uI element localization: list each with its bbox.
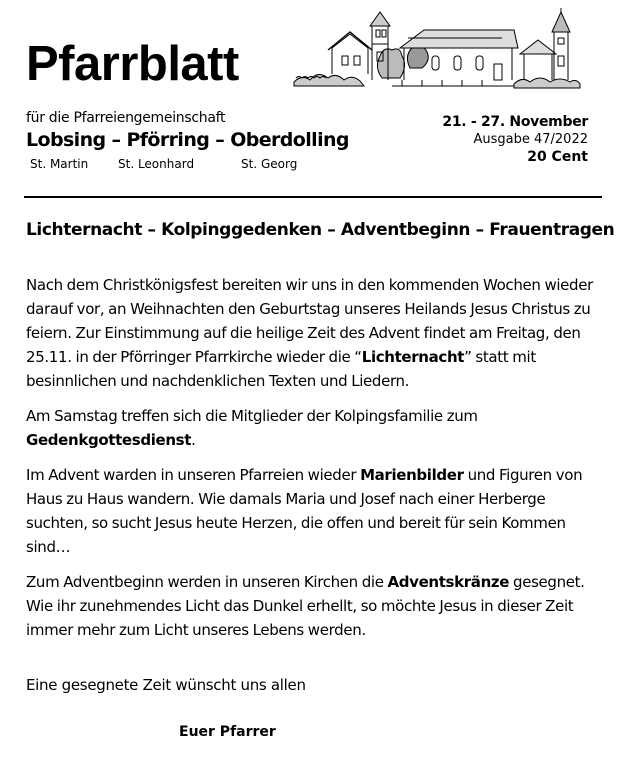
paragraph-text: Nach dem Christkönigsfest bereiten wir uns in den kommenden Wochen wieder darauf vor, an Weihnachten den Geburtstag unseres Heilands Jesus Christus zu feiern. Zur Einstimmung auf die heilige Zeit des Advent findet am Freitag, den 25.11. in der Pförringer Pfarrkirche wieder die “ [26, 276, 593, 366]
paragraph-adventskraenze [26, 570, 598, 642]
saint-leonhard: St. Leonhard [118, 157, 195, 171]
issue-number: Ausgabe 47/2022 [473, 132, 588, 147]
issue-price: 20 Cent [527, 149, 588, 165]
saint-martin: St. Martin [30, 157, 89, 171]
highlight-marienbilder: Marienbilder [360, 466, 464, 484]
paragraph-text: Zum Adventbeginn werden in unseren Kirchen die [26, 573, 388, 591]
article-body [26, 273, 598, 653]
paragraph-text: gesegnet. Wie ihr zunehmendes Licht das Dunkel erhellt, so möchte Jesus in dieser Zeit immer mehr zum Licht unseres Lebens werden. [26, 573, 585, 639]
paragraph-kolping [26, 404, 598, 452]
paragraph-text: und Figuren von Haus zu Haus wandern. Wie damals Maria und Josef nach einer Herberge suchten, so sucht Jesus heute Herzen, die offen und bereit für sein Kommen sind… [26, 466, 583, 556]
highlight-lichternacht: Lichternacht [361, 348, 465, 366]
header-divider [24, 196, 602, 198]
saint-georg: St. Georg [241, 157, 298, 171]
issue-dates: 21. - 27. November [442, 114, 588, 130]
highlight-gedenkgottesdienst: Gedenkgottesdienst [26, 431, 192, 449]
masthead-title: Pfarrblatt [26, 37, 239, 91]
paragraph-text: Am Samstag treffen sich die Mitglieder der Kolpingsfamilie zum [26, 407, 478, 425]
church-drawing [292, 8, 582, 92]
issue-info [442, 114, 588, 165]
signature: Euer Pfarrer [179, 724, 276, 740]
parish-intro: für die Pfarreiengemeinschaft [26, 110, 226, 126]
paragraph-text: ” statt mit besinnlichen und nachdenklichen Texten und Liedern. [26, 348, 536, 390]
highlight-adventskraenze: Adventskränze [387, 573, 510, 591]
paragraph-lichternacht [26, 273, 598, 393]
closing-line: Eine gesegnete Zeit wünscht uns allen [26, 676, 306, 694]
paragraph-text: Im Advent warden in unseren Pfarreien wieder [26, 466, 361, 484]
parish-names: Lobsing – Pförring – Oberdolling [26, 129, 349, 151]
paragraph-text: . [191, 431, 196, 449]
article-headline: Lichternacht – Kolpinggedenken – Adventbeginn – Frauentragen [26, 220, 615, 240]
paragraph-marienbilder [26, 463, 598, 559]
